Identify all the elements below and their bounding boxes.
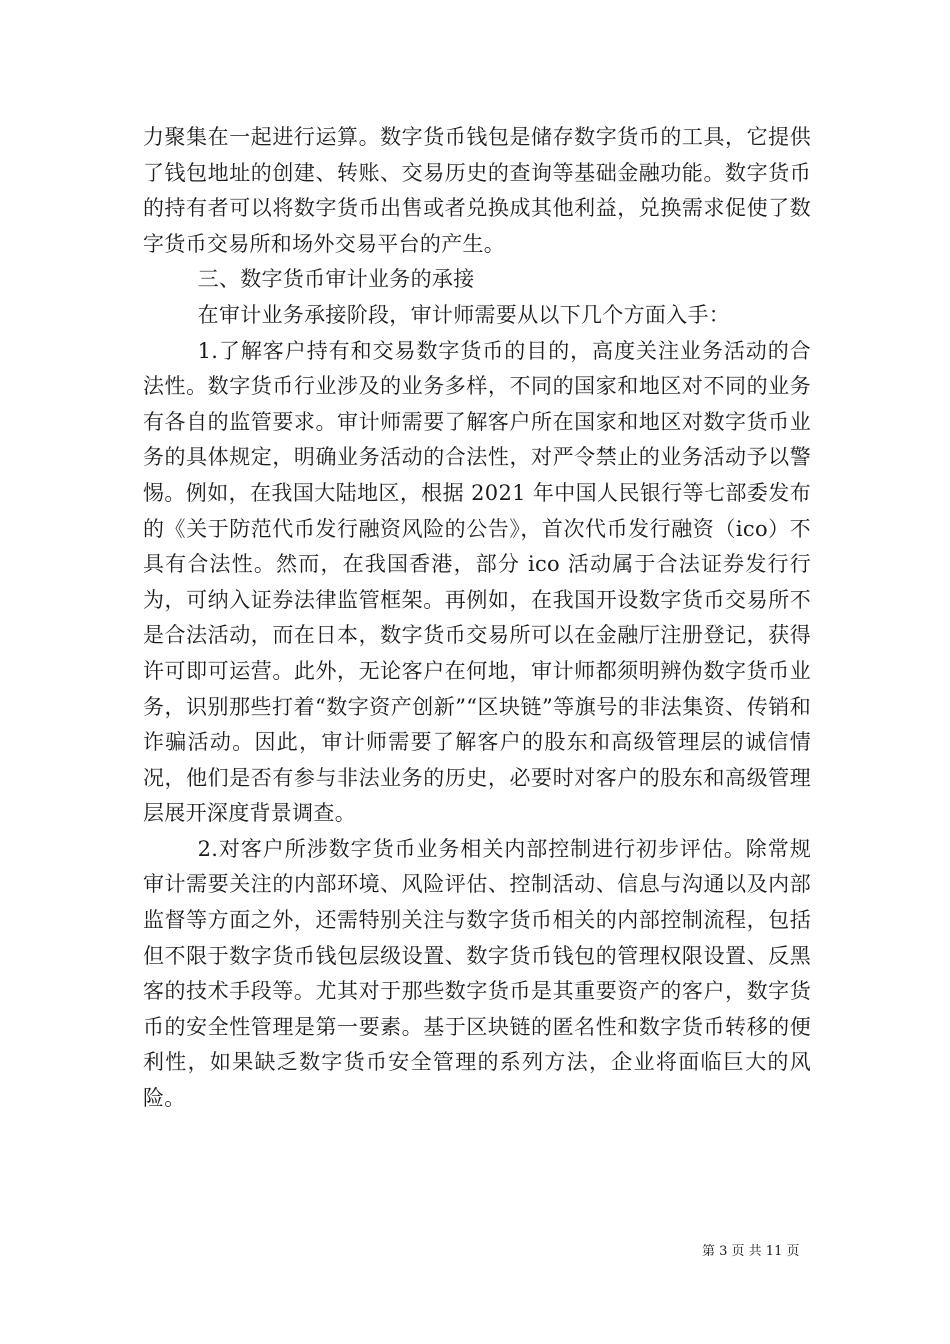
paragraph-point-2: 2.对客户所涉数字货币业务相关内部控制进行初步评估。除常规审计需要关注的内部环境、风险评估、控制活动、信息与沟通以及内部监督等方面之外，还需特别关注与数字货币相关的内部控制流程，包括但不限于数字货币钱包层级设置、数字货币钱包的管理权限设置、反黑客的技术手段等。尤其对于那些数字货币是其重要资产的客户，数字货币的安全性管理是第一要素。基于区块链的匿名性和数字货币转移的便利性，如果缺乏数字货币安全管理的系列方法，企业将面临巨大的风险。 <box>143 836 811 1111</box>
paragraph-intro: 在审计业务承接阶段，审计师需要从以下几个方面入手： <box>197 302 731 327</box>
paragraph-continuation: 力聚集在一起进行运算。数字货币钱包是储存数字货币的工具，它提供了钱包地址的创建、转账、交易历史的查询等基础金融功能。数字货币的持有者可以将数字货币出售或者兑换成其他利益，兑换需求促使了数字货币交易所和场外交易平台的产生。 <box>143 125 811 256</box>
paragraph-point-1: 1.了解客户持有和交易数字货币的目的，高度关注业务活动的合法性。数字货币行业涉及的业务多样，不同的国家和地区对不同的业务有各自的监管要求。审计师需要了解客户所在国家和地区对数字货币业务的具体规定，明确业务活动的合法性，对严令禁止的业务活动予以警惕。例如，在我国大陆地区，根据 2021 年中国人民银行等七部委发布的《关于防范代币发行融资风险的公告》，首次代币发行融资（ico）不具有合法性。然而，在我国香港，部分 ico 活动属于合法证券发行行为，可纳入证券法律监管框架。再例如，在我国开设数字货币交易所不是合法活动，而在日本，数字货币交易所可以在金融厅注册登记，获得许可即可运营。此外，无论客户在何地，审计师都须明辨伪数字货币业务，识别那些打着“数字资产创新”“区块链”等旗号的非法集资、传销和诈骗活动。因此，审计师需要了解客户的股东和高级管理层的诚信情况，他们是否有参与非法业务的历史，必要时对客户的股东和高级管理层展开深度背景调查。 <box>143 338 811 826</box>
document-body <box>143 120 811 1117</box>
section-heading: 三、数字货币审计业务的承接 <box>197 267 475 292</box>
page-number-footer: 第 3 页 共 11 页 <box>702 1244 800 1259</box>
